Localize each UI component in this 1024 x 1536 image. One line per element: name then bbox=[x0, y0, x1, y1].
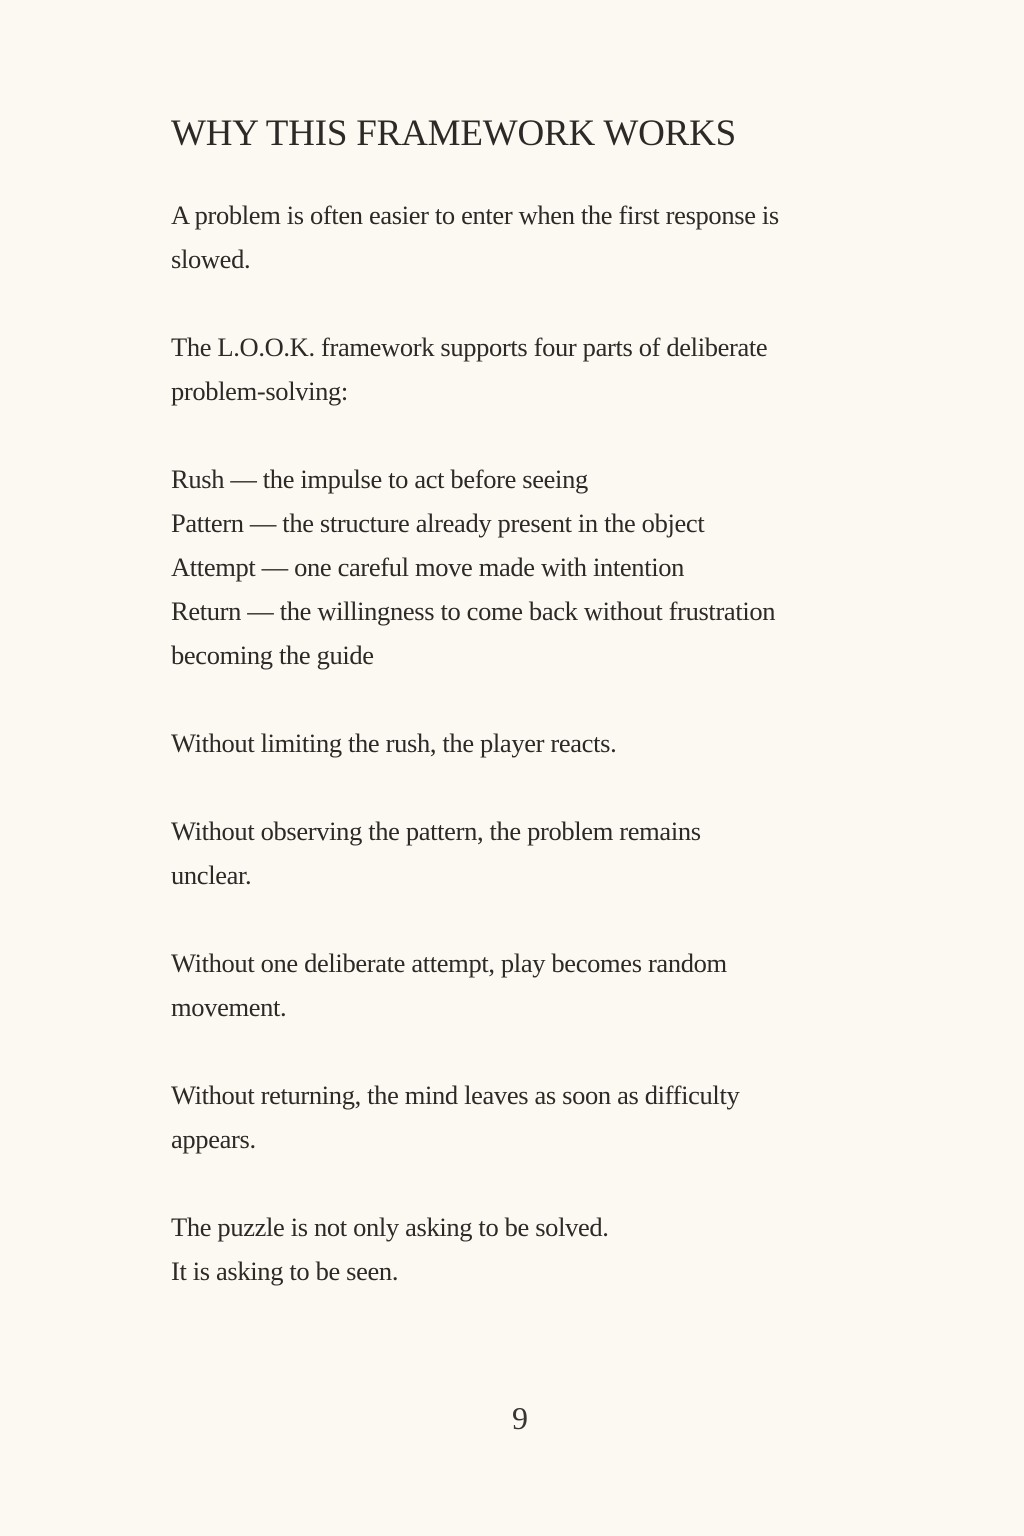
text-line: appears. bbox=[171, 1124, 256, 1154]
list-item-rush: Rush — the impulse to act before seeing bbox=[171, 464, 588, 494]
body-text bbox=[171, 193, 861, 1337]
list-item-attempt: Attempt — one careful move made with intention bbox=[171, 552, 685, 582]
framework-list bbox=[171, 457, 861, 677]
list-item-return: Return — the willingness to come back without frustration bbox=[171, 596, 776, 626]
text-line: A problem is often easier to enter when the first response is bbox=[171, 200, 779, 230]
text-line: Without returning, the mind leaves as soon as difficulty bbox=[171, 1080, 740, 1110]
text-line: Without limiting the rush, the player reacts. bbox=[171, 728, 617, 758]
text-line: The puzzle is not only asking to be solved. bbox=[171, 1212, 609, 1242]
text-line: The L.O.O.K. framework supports four parts of deliberate bbox=[171, 332, 768, 362]
text-line: Without one deliberate attempt, play becomes random bbox=[171, 948, 727, 978]
text-line: It is asking to be seen. bbox=[171, 1256, 399, 1286]
paragraph-return bbox=[171, 1073, 861, 1161]
text-line: unclear. bbox=[171, 860, 252, 890]
list-item-return-continued: becoming the guide bbox=[171, 640, 374, 670]
paragraph-closing bbox=[171, 1205, 861, 1293]
text-line: problem-solving: bbox=[171, 376, 348, 406]
paragraph-intro bbox=[171, 193, 861, 281]
paragraph-attempt bbox=[171, 941, 861, 1029]
paragraph-framework bbox=[171, 325, 861, 413]
list-item-pattern: Pattern — the structure already present in the object bbox=[171, 508, 705, 538]
page-title: WHY THIS FRAMEWORK WORKS bbox=[171, 113, 736, 154]
text-line: movement. bbox=[171, 992, 287, 1022]
paragraph-rush bbox=[171, 721, 861, 765]
text-line: slowed. bbox=[171, 244, 251, 274]
text-line: Without observing the pattern, the problem remains bbox=[171, 816, 701, 846]
paragraph-pattern bbox=[171, 809, 861, 897]
page-number: 9 bbox=[512, 1400, 528, 1436]
